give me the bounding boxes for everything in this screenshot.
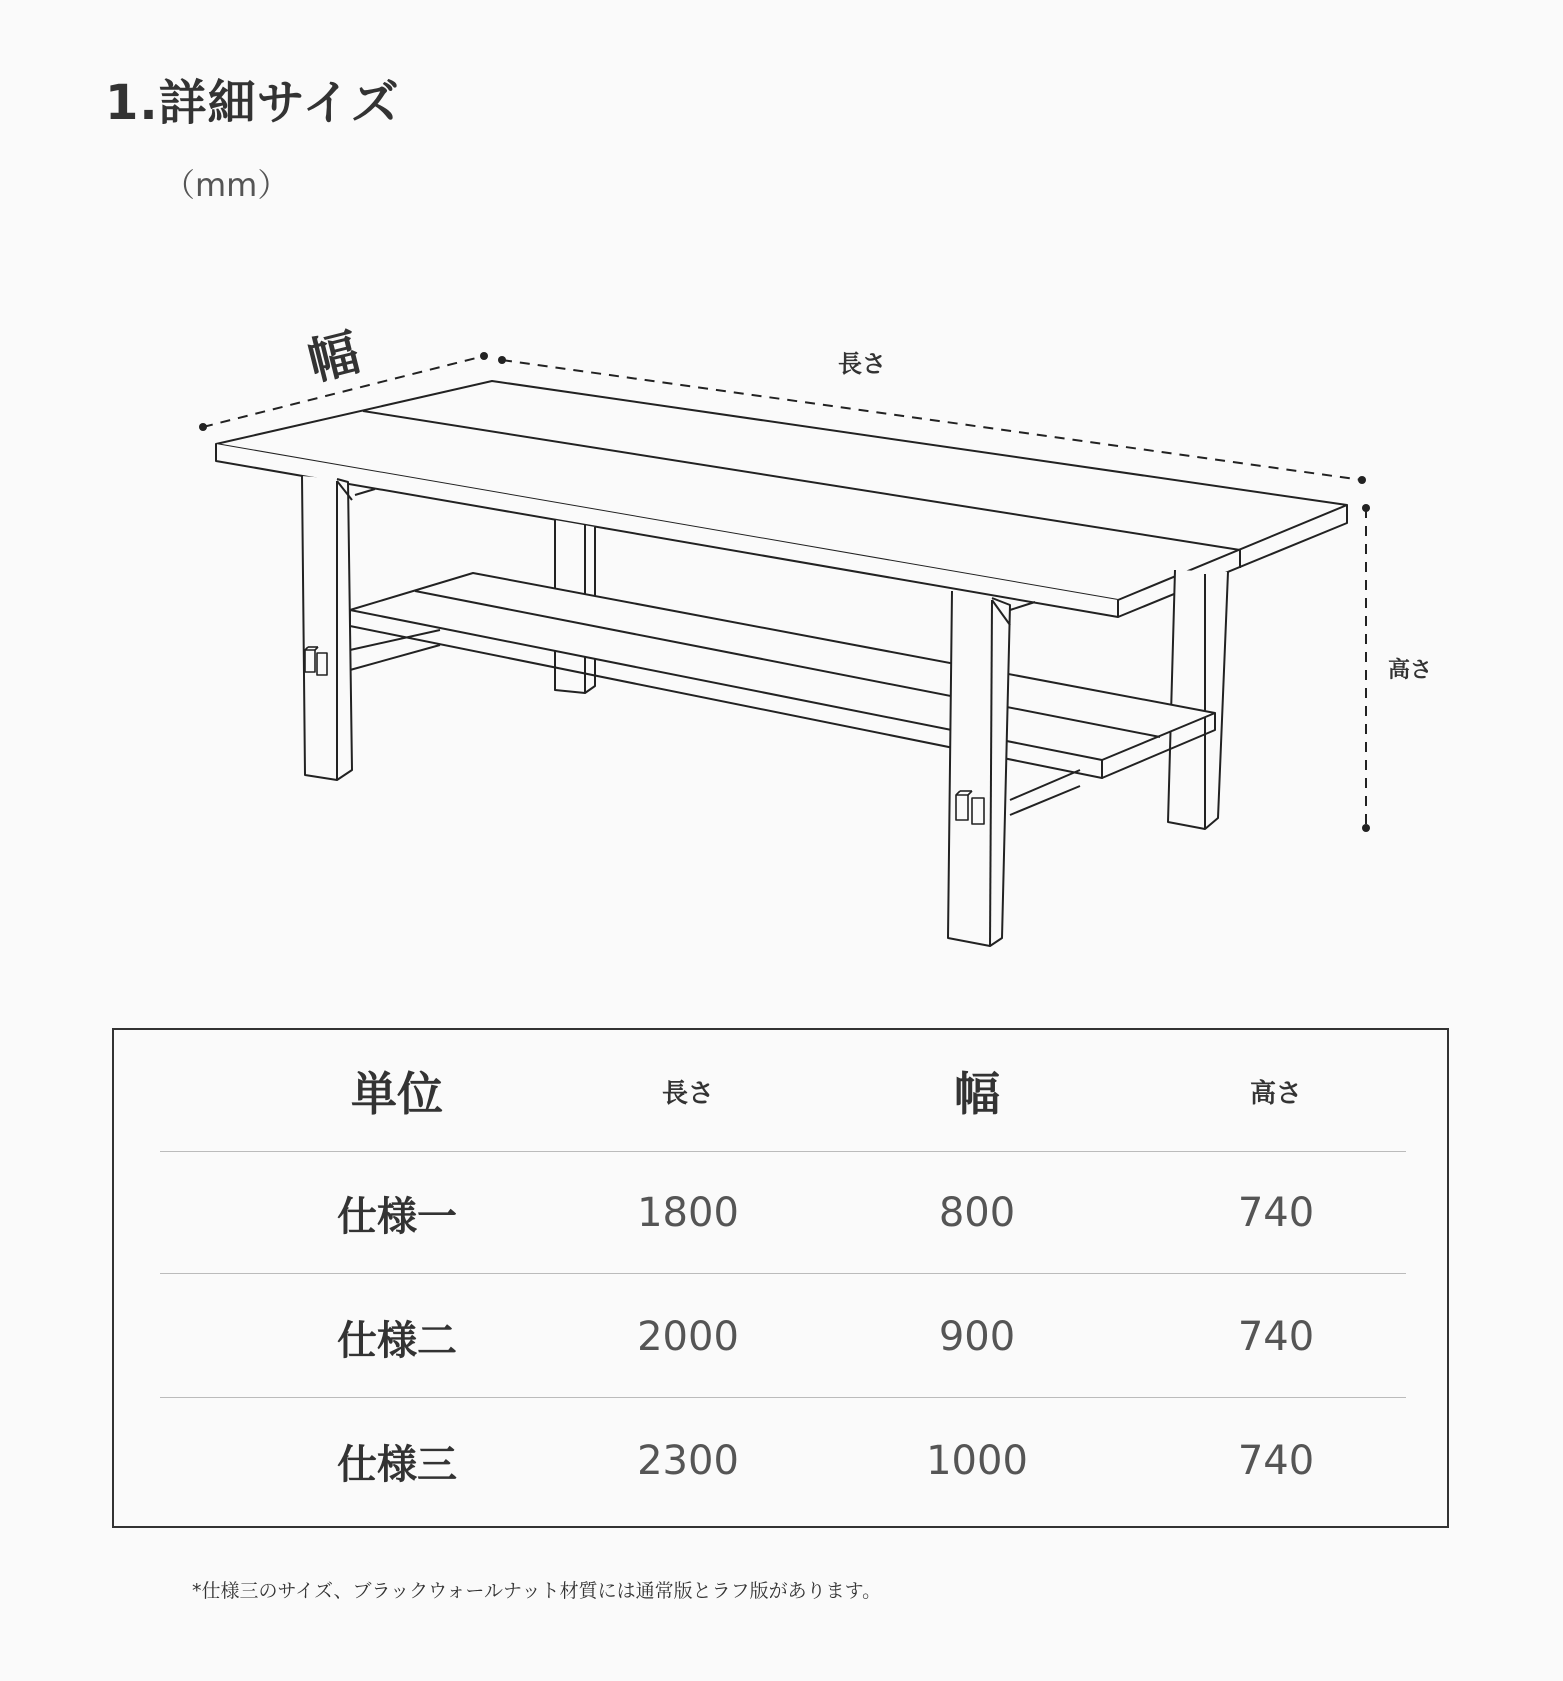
leg-front-left xyxy=(302,476,352,780)
row-width: 800 xyxy=(938,1190,1016,1236)
leg-front-right xyxy=(948,591,1010,946)
table-row xyxy=(160,1152,1406,1274)
row-height: 740 xyxy=(1237,1438,1315,1484)
row-height: 740 xyxy=(1237,1190,1315,1236)
row-length: 2300 xyxy=(637,1438,739,1484)
header-width: 幅 xyxy=(954,1067,1000,1121)
table-header-row xyxy=(160,1030,1406,1152)
footnote: *仕様三のサイズ、ブラックウォールナット材質には通常版とラフ版があります。 xyxy=(192,1580,882,1602)
row-height: 740 xyxy=(1237,1314,1315,1360)
table-row xyxy=(160,1400,1406,1522)
row-name: 仕様二 xyxy=(337,1317,457,1364)
leg-back-right xyxy=(1168,570,1228,829)
row-name: 仕様三 xyxy=(337,1441,457,1488)
row-length: 1800 xyxy=(637,1190,739,1236)
row-width: 1000 xyxy=(926,1438,1028,1484)
row-width: 900 xyxy=(938,1314,1016,1360)
header-unit: 単位 xyxy=(351,1067,443,1121)
height-label: 高さ xyxy=(1388,658,1433,683)
length-label: 長さ xyxy=(838,350,886,378)
unit-label: （mm） xyxy=(163,166,290,204)
header-height: 高さ xyxy=(1249,1078,1302,1109)
row-length: 2000 xyxy=(637,1314,739,1360)
row-name: 仕様一 xyxy=(337,1193,457,1240)
spec-table xyxy=(112,1028,1449,1528)
width-label: 幅 xyxy=(302,323,365,392)
table-row xyxy=(160,1276,1406,1398)
header-length: 長さ xyxy=(661,1078,714,1109)
page-title: 1.詳細サイズ xyxy=(105,75,400,131)
